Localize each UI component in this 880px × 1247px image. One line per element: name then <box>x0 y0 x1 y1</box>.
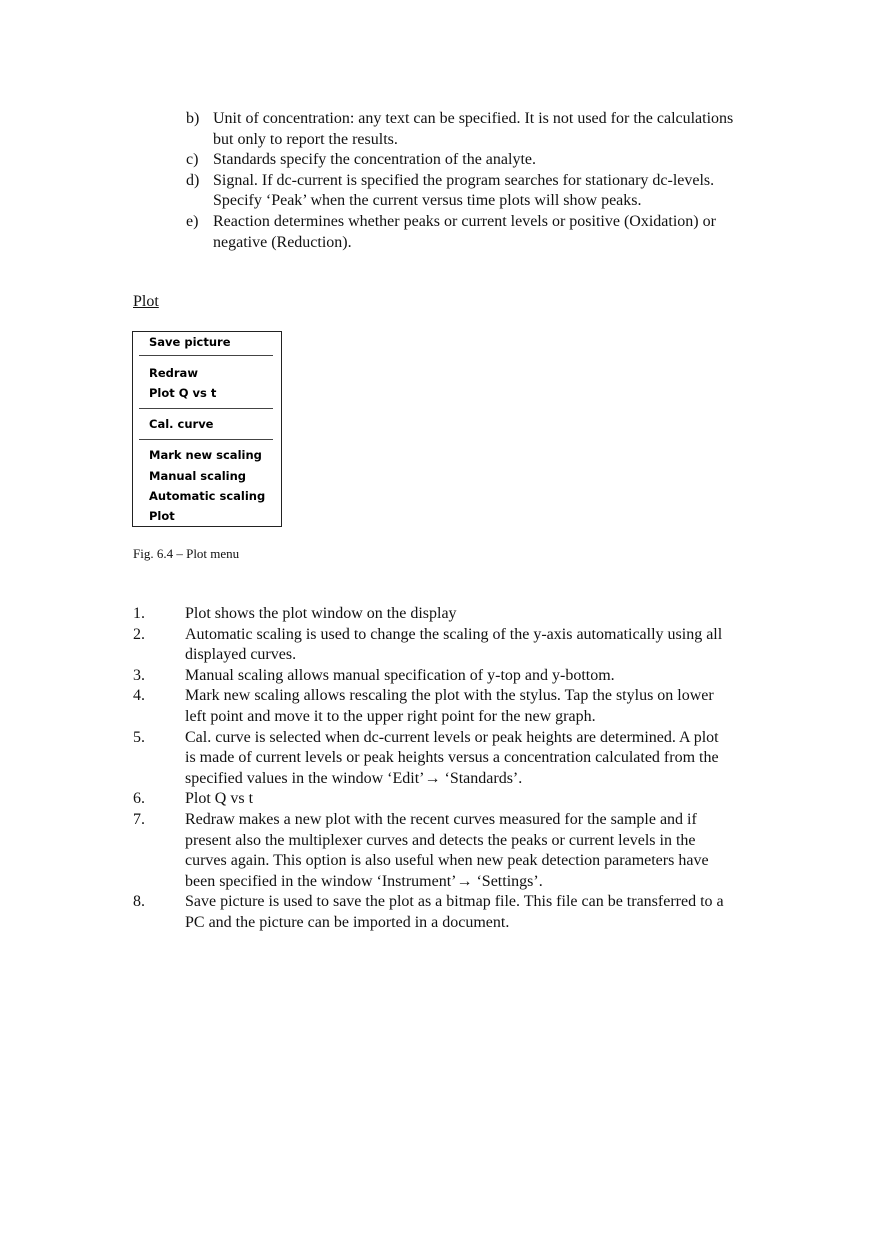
list-number: 4. <box>133 687 145 705</box>
menu-item-redraw[interactable]: Redraw <box>149 366 198 380</box>
list-number: 8. <box>133 893 145 911</box>
list-item-text: Plot shows the plot window on the display <box>185 605 457 622</box>
section-heading: Plot <box>133 293 159 310</box>
list-item <box>133 686 733 727</box>
list-item-text: Mark new scaling allows rescaling the plot with the stylus. Tap the stylus on lower left point and move it to the upper right point for the new graph. <box>185 687 714 725</box>
list-item-text: Cal. curve is selected when dc-current levels or peak heights are determined. A plot is made of current levels or peak heights versus a concentration calculated from the specified values in the window ‘Edit’→ ‘Standards’. <box>185 728 719 787</box>
list-item <box>186 150 746 171</box>
list-item-text: Redraw makes a new plot with the recent curves measured for the sample and if present also the multiplexer curves and detects the peaks or current levels in the curves again. This option is also useful when new peak detection parameters have been specified in the window ‘Instrument’→ ‘Settings’. <box>185 810 709 890</box>
menu-item-plot[interactable]: Plot <box>149 509 175 523</box>
numbered-list <box>133 604 733 934</box>
list-item-text: Signal. If dc-current is specified the program searches for stationary dc-levels. Specify ‘Peak’ when the current versus time plots will show peaks. <box>213 171 715 210</box>
list-item-text: Reaction determines whether peaks or current levels or positive (Oxidation) or negative (Reduction). <box>213 212 716 251</box>
list-item-text: Unit of concentration: any text can be specified. It is not used for the calculations but only to report the results. <box>213 110 734 148</box>
list-item-text: Save picture is used to save the plot as a bitmap file. This file can be transferred to a PC and the picture can be imported in a document. <box>185 893 724 931</box>
list-number: 5. <box>133 728 145 746</box>
list-item <box>186 212 746 253</box>
list-number: 2. <box>133 625 145 643</box>
list-item <box>133 810 733 892</box>
menu-item-cal-curve[interactable]: Cal. curve <box>149 417 214 431</box>
menu-item-save-picture[interactable]: Save picture <box>149 335 231 349</box>
list-item-text: Manual scaling allows manual specification of y-top and y-bottom. <box>185 666 615 684</box>
menu-separator <box>139 439 273 440</box>
menu-item-manual-scaling[interactable]: Manual scaling <box>149 469 247 483</box>
list-item-text: Plot Q vs t <box>185 790 254 808</box>
list-marker: c) <box>186 151 199 169</box>
list-item <box>133 892 733 933</box>
list-number: 6. <box>133 790 145 808</box>
menu-item-mark-new-scaling[interactable]: Mark new scaling <box>149 448 262 462</box>
plot-menu <box>132 331 282 527</box>
list-item-text: Automatic scaling is used to change the scaling of the y-axis automatically using all displayed curves. <box>185 625 723 664</box>
list-number: 7. <box>133 810 145 828</box>
list-item-text: Standards specify the concentration of the analyte. <box>213 151 536 169</box>
list-marker: d) <box>186 171 200 189</box>
menu-separator <box>139 408 273 409</box>
list-item <box>133 666 733 687</box>
list-marker: e) <box>186 212 199 230</box>
list-number: 1. <box>133 605 145 622</box>
menu-separator <box>139 355 273 356</box>
list-item <box>133 789 733 810</box>
list-item <box>133 728 733 790</box>
list-item <box>133 625 733 666</box>
menu-item-plot-q-vs-t[interactable]: Plot Q vs t <box>149 386 217 400</box>
lettered-list <box>186 109 746 253</box>
figure-caption: Fig. 6.4 – Plot menu <box>133 546 240 561</box>
list-number: 3. <box>133 666 145 684</box>
list-item <box>186 109 746 150</box>
list-item <box>186 171 746 212</box>
menu-item-automatic-scaling[interactable]: Automatic scaling <box>149 489 266 503</box>
list-item <box>133 604 733 625</box>
list-marker: b) <box>186 110 200 127</box>
